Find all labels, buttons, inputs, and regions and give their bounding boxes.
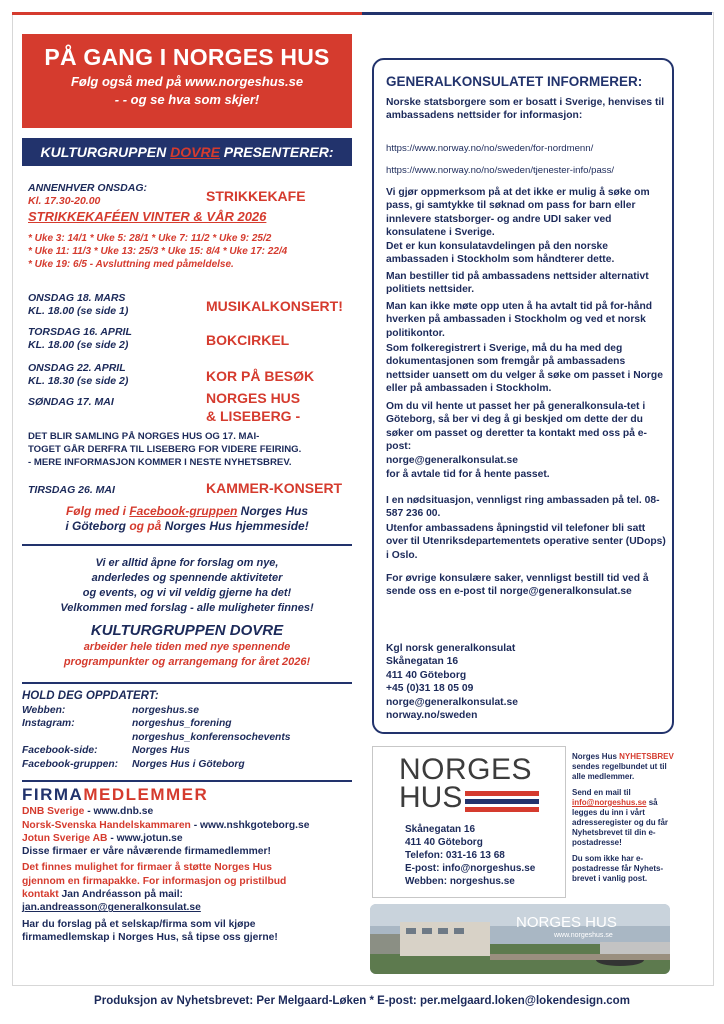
event-17mai-note: DET BLIR SAMLING PÅ NORGES HUS OG 17. MAI- TOGET GÅR DERFRA TIL LISEBERG FOR VIDERE FEIRING. - MERE INFORMASJON KOMMER I NESTE NYHETSBREV. <box>28 431 302 468</box>
divider <box>22 682 352 684</box>
photo-label: NORGES HUS <box>516 914 617 931</box>
consulate-address: Kgl norsk generalkonsulat Skånegatan 16 411 40 Göteborg +45 (0)31 18 05 09 norge@generalkonsulat.se norway.no/sweden <box>386 643 518 722</box>
divider <box>22 544 352 546</box>
header-title: PÅ GANG I NORGES HUS <box>44 44 330 70</box>
suggestions-block: Vi er alltid åpne for forslag om nye, anderledes og spennende aktiviteter og events, og vi vil veldig gjerne ha det! Velkommen med forslag - alle muligheter finnes! KULTURGRUPPEN DOVRE arbeider hele tiden med nye spennende programpunkter og arrangemang for året 2026! <box>22 556 352 670</box>
instagram-link[interactable]: norgeshus_forening <box>132 718 232 729</box>
kulturgruppen-band: KULTURGRUPPEN DOVRE PRESENTERER: <box>22 138 352 166</box>
footer-credit: Produksjon av Nyhetsbrevet: Per Melgaard-Løken * E-post: per.melgaard.loken@lokendesign.com <box>94 995 630 1007</box>
divider <box>22 780 352 782</box>
firma-mail-link[interactable]: jan.andreasson@generalkonsulat.se <box>22 902 201 914</box>
consulate-title: GENERALKONSULATET INFORMERER: <box>386 74 643 89</box>
norway-flag-stripes <box>465 791 539 813</box>
instagram-link-2[interactable]: norgeshus_konferensochevents <box>132 731 291 743</box>
event-bokcirkel: TORSDAG 16. APRIL KL. 18.00 (se side 2) BOKCIRKEL <box>28 326 290 351</box>
building-photo <box>370 904 670 974</box>
top-accent-line <box>12 12 712 15</box>
stay-updated: HOLD DEG OPPDATERT: Webben: norgeshus.se Instagram: norgeshus_forening norgeshus_konferensochevents Facebook-side: Norges Hus Facebook-gruppen: Norges Hus i Göteborg <box>22 690 291 770</box>
kulturgruppen-title: KULTURGRUPPEN DOVRE <box>90 622 284 639</box>
event-musikalkonsert: ONSDAG 18. MARS KL. 18.00 (se side 1) MUSIKALKONSERT! <box>28 292 343 317</box>
url-link-1[interactable]: https://www.norway.no/no/sweden/for-nordmenn/ <box>386 143 594 154</box>
header-box <box>22 34 352 128</box>
web-link[interactable]: norgeshus.se <box>132 704 199 716</box>
facebook-follow: Følg med i Facebook-gruppen Norges Hus i Göteborg og på Norges Hus hjemmeside! <box>65 504 309 533</box>
logo-contact: Skånegatan 16 411 40 Göteborg Telefon: 031-16 13 68 E-post: info@norgeshus.se Webben: norgeshus.se <box>405 824 536 887</box>
facebook-group-link-2[interactable]: Norges Hus i Göteborg <box>132 758 245 770</box>
facebook-group-link[interactable]: Facebook-gruppen <box>129 504 238 518</box>
logo-word-hus: HUS <box>399 781 463 814</box>
event-kammerkonsert: TIRSDAG 26. MAI KAMMER-KONSERT <box>28 480 343 496</box>
logo-word-norges: NORGES <box>399 753 533 786</box>
header-sub1: Følg også med på www.norgeshus.se <box>70 74 304 89</box>
consulate-box: GENERALKONSULATET INFORMERER: Norske statsborgere som er bosatt i Sverige, henvises til ambassadens nettsider for informasjon: https://www.norway.no/no/sweden/for-nordmenn/ https://www.norway.no/no/sweden/tjenester-info/pass/ Vi gjør oppmerksom på at det ikke er mulig å søke om pass, gi samtykke til søknad om pass for barn eller innlevere statsborger- og andre UDI saker ved konsulatene i Sverige. Det er kun konsulatavdelingen på den norske ambassaden i Stockholm som håndterer dette. Man bestiller tid på ambassadens nettsider alternativt politiets nettsider. Man kan ikke møte opp uten å ha avtalt tid på for-hånd hverken på ambassaden i Stockholm og ved et norsk politikontor. Som folkeregistrert i Sverige, må du ha med deg dokumentasjonen som fremgår på ambassadens nettsider uansett om du velger å søke om passet i Norge eller på ambassaden i Stockholm. Om du vil hente ut passet her på generalkonsula-tet i Göteborg, så ber vi deg å gi beskjed om dette der du søker om passet og deretter ta kontakt med oss på e-post: norge@generalkonsulat.se for å avtale tid for å hente passet. I en nødsituasjon, vennligst ring ambassaden på tel. 08-587 236 00. Utenfor ambassadens åpningstid vil telefoner bli satt over til Utenriksdepartementets operative senter (UDops) i Oslo. For øvrige konsulære saker, vennligst bestill tid ved å sende oss en e-post til norge@generalkonsulat.se Kgl norsk generalkonsulat Skånegatan 16 411 40 Göteborg +45 (0)31 18 05 09 norge@generalkonsulat.se norway.no/sweden <box>372 58 674 734</box>
firma-block: FIRMAMEDLEMMER DNB Sverige - www.dnb.se Norsk-Svenska Handelskammaren - www.nshkgoteborg.se Jotun Sverige AB - www.jotun.se Disse firmaer er våre nåværende firmamedlemmer! Det finnes mulighet for firmaer å støtte Norges Hus gjennom en firmapakke. For informasjon og pristilbud kontakt Jan Andréasson på mail: jan.andreasson@generalkonsulat.se Har du forslag på et selskap/firma som vil kjøpe firmamedlemskap i Norges Hus, så tipse oss gjerne! <box>22 788 352 944</box>
event-17mai: SØNDAG 17. MAI NORGES HUS & LISEBERG - <box>28 390 301 424</box>
norges-hus-logo-box <box>372 746 566 898</box>
event-dates: * Uke 3: 14/1 * Uke 5: 28/1 * Uke 7: 11/2 * Uke 9: 25/2 * Uke 11: 11/3 * Uke 13: 25/3 * Uke 15: 8/4 * Uke 17: 22/4 * Uke 19: 6/5 - Avsluttning med påmeldelse. <box>28 233 288 270</box>
nyhetsbrev-info: Norges Hus NYHETSBREV sendes regelbundet ut til alle medlemmer. Send en mail til info@norgeshus.se så legges du inn i vårt adresseregister og du får Nyhetsbrevet til din e-postadresse! Du som ikke har e-postadresse får Nyhets-brevet i vanlig post. <box>572 752 674 883</box>
facebook-page-link[interactable]: Norges Hus <box>132 745 190 756</box>
info-mail-link[interactable]: info@norgeshus.se <box>572 798 647 807</box>
header-sub2: - - og se hva som skjer! <box>114 92 260 107</box>
event-kor: ONSDAG 22. APRIL KL. 18.30 (se side 2) KOR PÅ BESØK <box>28 362 315 387</box>
event-title: STRIKKEKAFE <box>206 188 306 204</box>
dovre-word: DOVRE <box>170 144 220 160</box>
event-subtitle: STRIKKEKAFÉEN VINTER & VÅR 2026 <box>28 209 267 224</box>
photo-sub: www.norgeshus.se <box>554 932 613 939</box>
left-column <box>22 34 352 982</box>
event-strikkekafe: ANNENHVER ONSDAG: Kl. 17.30-20.00 STRIKKEKAFE <box>28 182 306 207</box>
consulate-mail[interactable]: norge@generalkonsulat.se <box>386 455 518 466</box>
url-link-2[interactable]: https://www.norway.no/no/sweden/tjenester-info/pass/ <box>386 165 615 176</box>
